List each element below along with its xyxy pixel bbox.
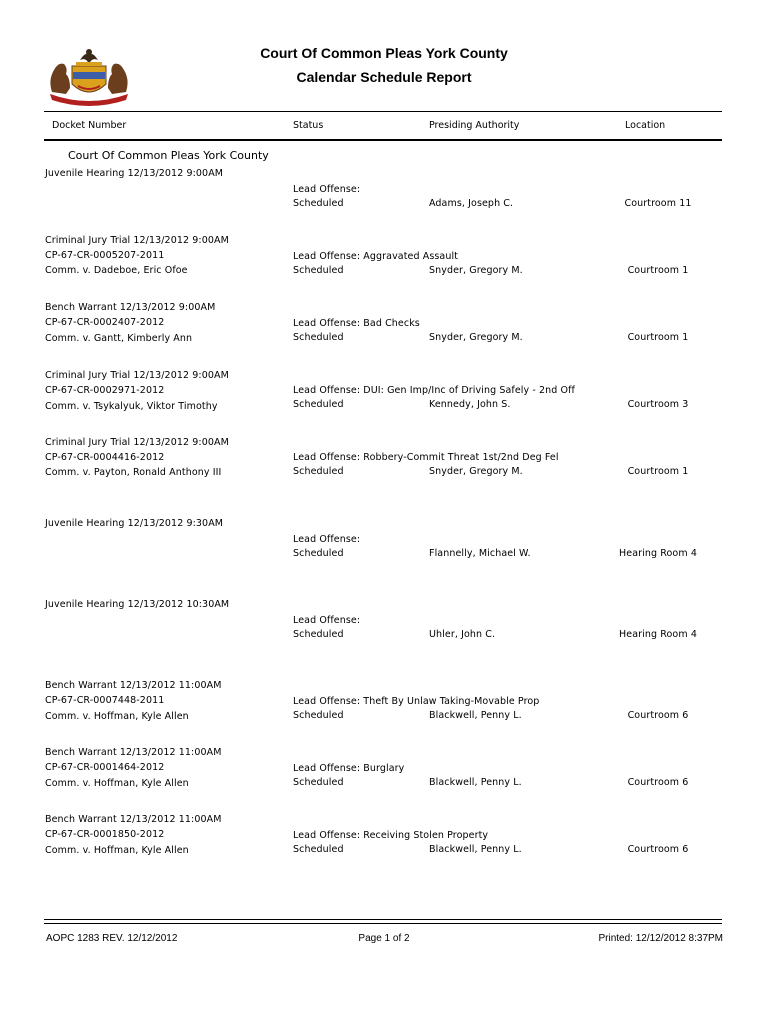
- status-text: Scheduled: [293, 466, 344, 477]
- status-text: Scheduled: [293, 265, 344, 276]
- status-text: Scheduled: [293, 629, 344, 640]
- case-caption: Comm. v. Gantt, Kimberly Ann: [45, 333, 193, 344]
- location-text: Hearing Room 4: [619, 629, 697, 640]
- location-text: Courtroom 1: [627, 265, 689, 276]
- footer-printed-timestamp: Printed: 12/12/2012 8:37PM: [598, 933, 723, 944]
- presiding-authority: Adams, Joseph C.: [429, 198, 514, 209]
- docket-number: CP-67-CR-0004416-2012: [45, 452, 165, 463]
- lead-offense: Lead Offense: Aggravated Assault: [293, 251, 459, 262]
- location-text: Courtroom 1: [627, 466, 689, 477]
- presiding-authority: Flannelly, Michael W.: [429, 548, 531, 559]
- docket-number: CP-67-CR-0002971-2012: [45, 385, 165, 396]
- presiding-authority: Kennedy, John S.: [429, 399, 511, 410]
- case-caption: Comm. v. Payton, Ronald Anthony III: [45, 467, 222, 478]
- case-caption: Comm. v. Tsykalyuk, Viktor Timothy: [45, 401, 218, 412]
- column-header-authority: Presiding Authority: [429, 120, 520, 131]
- presiding-authority: Uhler, John C.: [429, 629, 496, 640]
- lead-offense: Lead Offense:: [293, 534, 361, 545]
- docket-number: CP-67-CR-0001464-2012: [45, 762, 165, 773]
- hearing-line: Criminal Jury Trial 12/13/2012 9:00AM: [45, 370, 229, 381]
- status-text: Scheduled: [293, 844, 344, 855]
- column-header-docket: Docket Number: [52, 120, 127, 131]
- section-title: Court Of Common Pleas York County: [68, 149, 269, 162]
- footer-form-number: AOPC 1283 REV. 12/12/2012: [46, 933, 178, 944]
- docket-number: CP-67-CR-0002407-2012: [45, 317, 165, 328]
- footer-rule-top: [44, 919, 722, 920]
- status-text: Scheduled: [293, 399, 344, 410]
- report-court-title: Court Of Common Pleas York County: [260, 45, 508, 61]
- column-header-location: Location: [625, 120, 666, 131]
- location-text: Courtroom 6: [627, 710, 689, 721]
- status-text: Scheduled: [293, 332, 344, 343]
- hearing-line: Bench Warrant 12/13/2012 11:00AM: [45, 814, 222, 825]
- footer-rule-bottom: [44, 923, 722, 924]
- hearing-line: Bench Warrant 12/13/2012 9:00AM: [45, 302, 216, 313]
- lead-offense: Lead Offense: Receiving Stolen Property: [293, 830, 489, 841]
- docket-number: CP-67-CR-0001850-2012: [45, 829, 165, 840]
- status-text: Scheduled: [293, 710, 344, 721]
- footer-page-number: Page 1 of 2: [358, 933, 410, 944]
- presiding-authority: Snyder, Gregory M.: [429, 332, 523, 343]
- lead-offense: Lead Offense: DUI: Gen Imp/Inc of Driving Safely - 2nd Off: [293, 385, 575, 396]
- lead-offense: Lead Offense: Bad Checks: [293, 318, 420, 329]
- case-caption: Comm. v. Hoffman, Kyle Allen: [45, 711, 189, 722]
- lead-offense: Lead Offense: Burglary: [293, 763, 405, 774]
- hearing-line: Juvenile Hearing 12/13/2012 9:00AM: [45, 168, 224, 179]
- presiding-authority: Blackwell, Penny L.: [429, 844, 522, 855]
- case-caption: Comm. v. Dadeboe, Eric Ofoe: [45, 265, 188, 276]
- docket-number: CP-67-CR-0007448-2011: [45, 695, 165, 706]
- status-text: Scheduled: [293, 198, 344, 209]
- report-subtitle: Calendar Schedule Report: [296, 69, 472, 85]
- hearing-line: Bench Warrant 12/13/2012 11:00AM: [45, 680, 222, 691]
- status-text: Scheduled: [293, 548, 344, 559]
- location-text: Courtroom 3: [627, 399, 689, 410]
- hearing-line: Juvenile Hearing 12/13/2012 9:30AM: [45, 518, 224, 529]
- hearing-line: Bench Warrant 12/13/2012 11:00AM: [45, 747, 222, 758]
- hearing-line: Criminal Jury Trial 12/13/2012 9:00AM: [45, 235, 229, 246]
- location-text: Courtroom 1: [627, 332, 689, 343]
- location-text: Courtroom 6: [627, 777, 689, 788]
- hearing-line: Criminal Jury Trial 12/13/2012 9:00AM: [45, 437, 229, 448]
- presiding-authority: Blackwell, Penny L.: [429, 710, 522, 721]
- case-caption: Comm. v. Hoffman, Kyle Allen: [45, 778, 189, 789]
- location-text: Hearing Room 4: [619, 548, 697, 559]
- case-caption: Comm. v. Hoffman, Kyle Allen: [45, 845, 189, 856]
- hearing-line: Juvenile Hearing 12/13/2012 10:30AM: [45, 599, 230, 610]
- header-bottom-rule: [44, 139, 722, 141]
- presiding-authority: Snyder, Gregory M.: [429, 466, 523, 477]
- lead-offense: Lead Offense:: [293, 615, 361, 626]
- location-text: Courtroom 11: [624, 198, 692, 209]
- column-header-status: Status: [293, 120, 324, 131]
- presiding-authority: Snyder, Gregory M.: [429, 265, 523, 276]
- header-top-rule: [44, 111, 722, 112]
- presiding-authority: Blackwell, Penny L.: [429, 777, 522, 788]
- lead-offense: Lead Offense: Robbery-Commit Threat 1st/2nd Deg Fel: [293, 452, 559, 463]
- status-text: Scheduled: [293, 777, 344, 788]
- lead-offense: Lead Offense:: [293, 184, 361, 195]
- docket-number: CP-67-CR-0005207-2011: [45, 250, 165, 261]
- lead-offense: Lead Offense: Theft By Unlaw Taking-Movable Prop: [293, 696, 540, 707]
- location-text: Courtroom 6: [627, 844, 689, 855]
